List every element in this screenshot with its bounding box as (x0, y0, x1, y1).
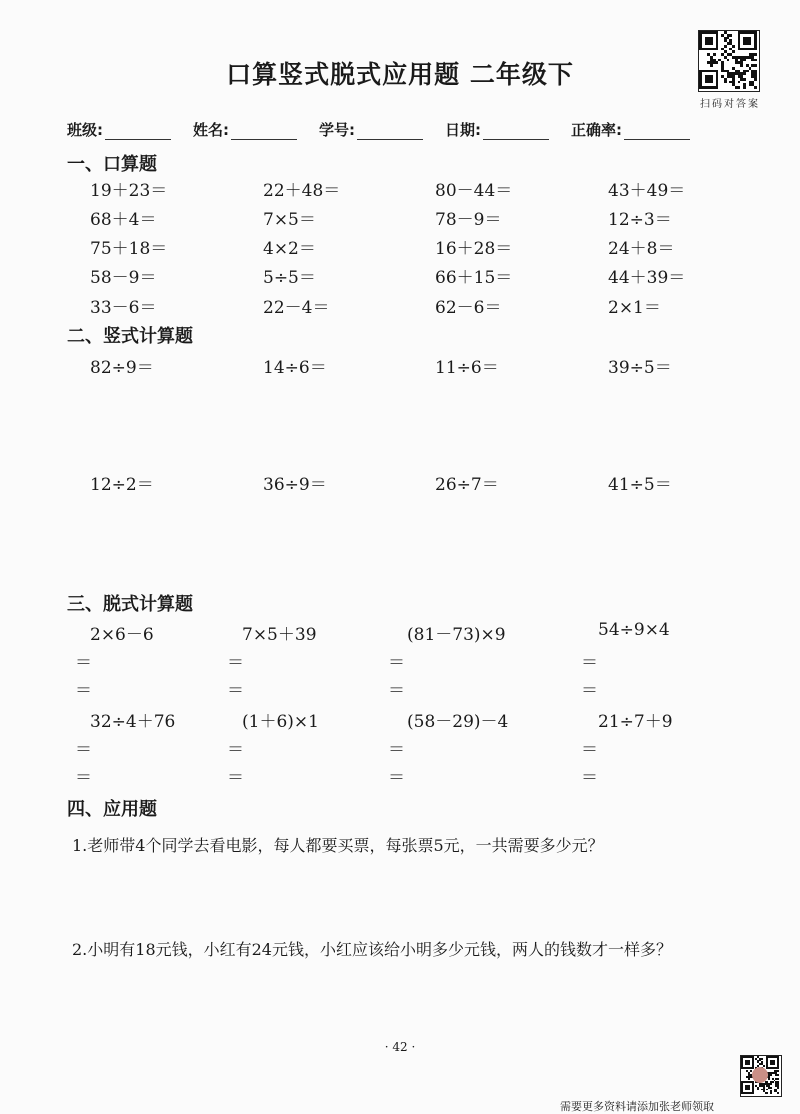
equals-step-line: ＝ (581, 740, 598, 760)
equals-step-line: ＝ (75, 768, 92, 788)
oral-problem: 7×5＝ (263, 210, 316, 230)
section-oral-title: 一、口算题 (67, 154, 157, 175)
footer-note: 需要更多资料请添加张老师领取 (560, 1100, 714, 1113)
stepwise-problem: 32÷4＋76 (90, 712, 176, 732)
blank-line[interactable] (624, 125, 690, 140)
section-stepwise-title: 三、脱式计算题 (67, 594, 193, 615)
equals-step-line: ＝ (388, 653, 405, 673)
info-name (193, 118, 297, 140)
student-info-row (67, 118, 747, 140)
equals-step-line: ＝ (75, 681, 92, 701)
info-date (445, 118, 549, 140)
answer-qr-code[interactable] (698, 30, 760, 92)
oral-problem: 75＋18＝ (90, 239, 168, 259)
info-label: 班级: (67, 121, 103, 139)
equals-step-line: ＝ (388, 681, 405, 701)
info-class (67, 118, 171, 140)
stepwise-problem: 21÷7＋9 (598, 712, 673, 732)
stepwise-problem: 54÷9×4 (598, 620, 670, 640)
page-number: · 42 · (384, 1040, 416, 1054)
stepwise-problem: (58－29)－4 (407, 712, 509, 732)
oral-problem: 78－9＝ (435, 210, 502, 230)
blank-line[interactable] (231, 125, 297, 140)
info-student-number (319, 118, 423, 140)
oral-problem: 5÷5＝ (263, 268, 316, 288)
oral-problem: 22＋48＝ (263, 181, 341, 201)
stepwise-problem: (1＋6)×1 (242, 712, 319, 732)
section-vertical-title: 二、竖式计算题 (67, 326, 193, 347)
oral-problem: 2×1＝ (608, 298, 661, 318)
oral-problem: 24＋8＝ (608, 239, 675, 259)
equals-step-line: ＝ (581, 768, 598, 788)
oral-problem: 19＋23＝ (90, 181, 168, 201)
qr-caption: 扫码对答案 (700, 99, 760, 110)
vertical-problem: 82÷9＝ (90, 358, 154, 378)
equals-step-line: ＝ (581, 681, 598, 701)
teacher-avatar (752, 1067, 768, 1083)
equals-step-line: ＝ (581, 653, 598, 673)
stepwise-problem: 7×5＋39 (242, 625, 317, 645)
equals-step-line: ＝ (227, 768, 244, 788)
vertical-problem: 12÷2＝ (90, 475, 154, 495)
vertical-problem: 39÷5＝ (608, 358, 672, 378)
equals-step-line: ＝ (388, 740, 405, 760)
info-label: 日期: (445, 121, 481, 139)
word-problem-2: 2.小明有18元钱，小红有24元钱，小红应该给小明多少元钱，两人的钱数才一样多？ (72, 940, 672, 959)
oral-problem: 12÷3＝ (608, 210, 672, 230)
oral-problem: 43＋49＝ (608, 181, 686, 201)
oral-problem: 22－4＝ (263, 298, 330, 318)
info-label: 姓名: (193, 121, 229, 139)
equals-step-line: ＝ (227, 740, 244, 760)
oral-problem: 4×2＝ (263, 239, 316, 259)
stepwise-problem: (81－73)×9 (407, 625, 506, 645)
blank-line[interactable] (105, 125, 171, 140)
stepwise-problem: 2×6－6 (90, 625, 154, 645)
oral-problem: 62－6＝ (435, 298, 502, 318)
vertical-problem: 26÷7＝ (435, 475, 499, 495)
oral-problem: 16＋28＝ (435, 239, 513, 259)
oral-problem: 66＋15＝ (435, 268, 513, 288)
blank-line[interactable] (483, 125, 549, 140)
info-accuracy (571, 118, 690, 140)
vertical-problem: 41÷5＝ (608, 475, 672, 495)
vertical-problem: 36÷9＝ (263, 475, 327, 495)
word-problem-1: 1.老师带4个同学去看电影，每人都要买票，每张票5元，一共需要多少元？ (72, 836, 604, 855)
section-word-title: 四、应用题 (67, 799, 157, 820)
oral-problem: 44＋39＝ (608, 268, 686, 288)
info-label: 学号: (319, 121, 355, 139)
equals-step-line: ＝ (227, 653, 244, 673)
equals-step-line: ＝ (227, 681, 244, 701)
oral-problem: 58－9＝ (90, 268, 157, 288)
oral-problem: 80－44＝ (435, 181, 513, 201)
oral-problem: 68＋4＝ (90, 210, 157, 230)
equals-step-line: ＝ (75, 653, 92, 673)
blank-line[interactable] (357, 125, 423, 140)
vertical-problem: 11÷6＝ (435, 358, 499, 378)
vertical-problem: 14÷6＝ (263, 358, 327, 378)
equals-step-line: ＝ (75, 740, 92, 760)
equals-step-line: ＝ (388, 768, 405, 788)
oral-problem: 33－6＝ (90, 298, 157, 318)
info-label: 正确率: (571, 121, 622, 139)
page-title: 口算竖式脱式应用题 二年级下 (226, 60, 574, 89)
